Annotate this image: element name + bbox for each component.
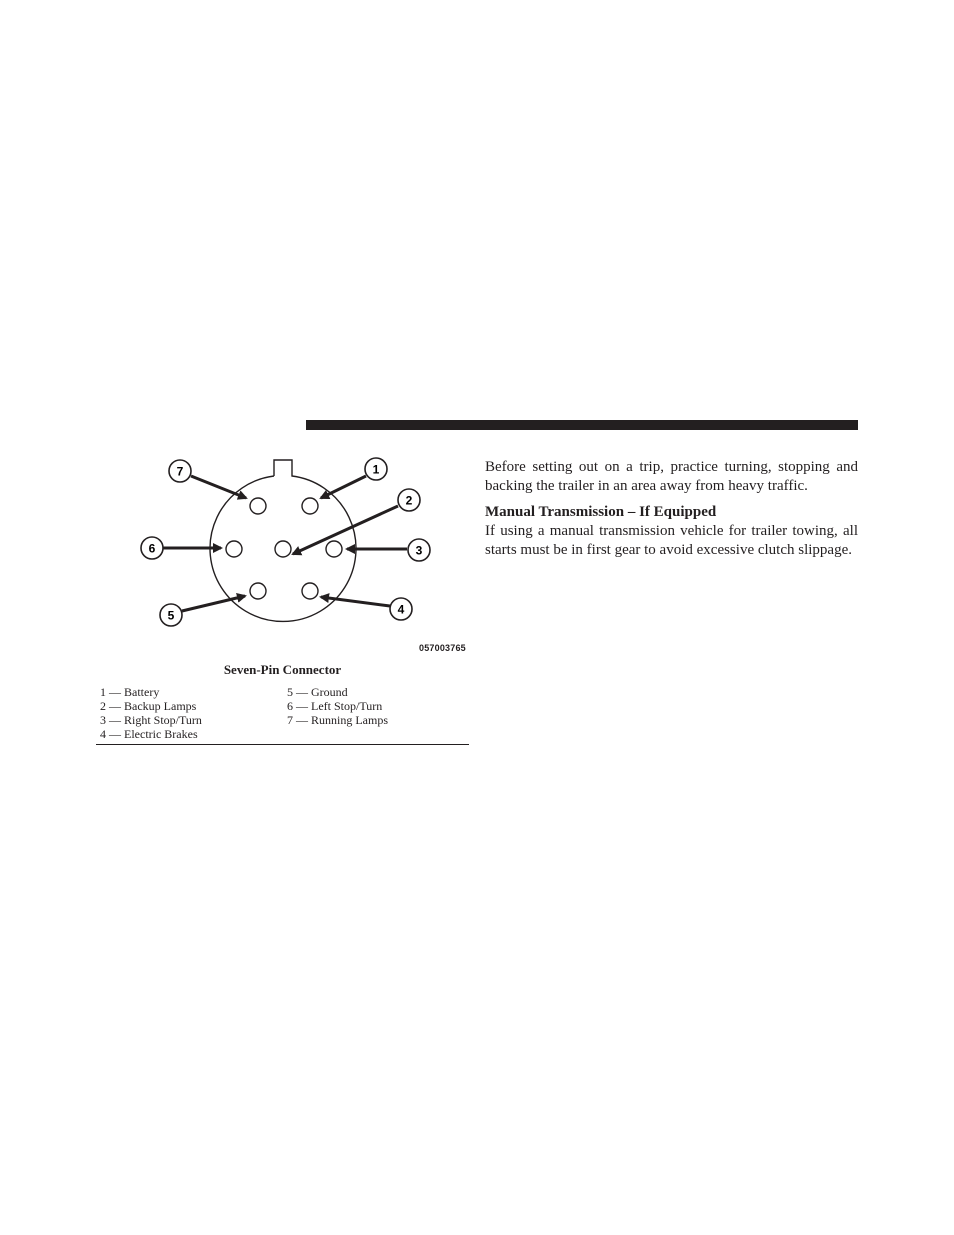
callout-1 [365, 458, 387, 480]
callout-7 [169, 460, 191, 482]
intro-paragraph: Before setting out on a trip, practice turning, stopping and backing the trailer in an area away from heavy traffic. [485, 459, 858, 494]
callout-6 [141, 537, 163, 559]
section-heading: Manual Transmission – If Equipped [485, 504, 717, 520]
legend-item: 3 — Right Stop/Turn [100, 713, 202, 727]
seven-pin-connector-diagram [96, 450, 469, 640]
pin-7 [250, 498, 266, 514]
pin-2 [275, 541, 291, 557]
callout-3 [408, 539, 430, 561]
legend-item: 7 — Running Lamps [287, 713, 388, 727]
header-rule [306, 420, 858, 430]
legend-item: 4 — Electric Brakes [100, 727, 198, 741]
callout-4 [390, 598, 412, 620]
svg-text:4: 4 [397, 602, 405, 617]
arrow-4 [321, 597, 390, 606]
svg-text:1: 1 [372, 462, 380, 477]
pin-1 [302, 498, 318, 514]
pin-6 [226, 541, 242, 557]
pin-3 [326, 541, 342, 557]
svg-text:2: 2 [405, 493, 413, 508]
pin-4 [302, 583, 318, 599]
svg-text:6: 6 [148, 541, 156, 556]
arrow-7 [191, 476, 246, 498]
legend-item: 6 — Left Stop/Turn [287, 699, 383, 713]
body-paragraph: If using a manual transmission vehicle for trailer towing, all starts must be in first gear to avoid excessive clutch slippage. [485, 523, 858, 558]
legend-item: 5 — Ground [287, 685, 348, 699]
callout-5 [160, 604, 182, 626]
figure-id-code: 057003765 [419, 643, 466, 653]
body-text-column [485, 458, 858, 560]
legend-column-2 [287, 685, 388, 727]
callout-2 [398, 489, 420, 511]
pin-5 [250, 583, 266, 599]
svg-text:7: 7 [176, 464, 184, 479]
legend-divider [96, 744, 469, 745]
arrow-1 [321, 476, 366, 498]
legend-item: 2 — Backup Lamps [100, 699, 197, 713]
legend-column-1 [100, 685, 202, 741]
svg-text:5: 5 [167, 608, 175, 623]
figure-caption: Seven-Pin Connector [223, 662, 342, 677]
legend-item: 1 — Battery [100, 685, 160, 699]
svg-text:3: 3 [415, 543, 423, 558]
